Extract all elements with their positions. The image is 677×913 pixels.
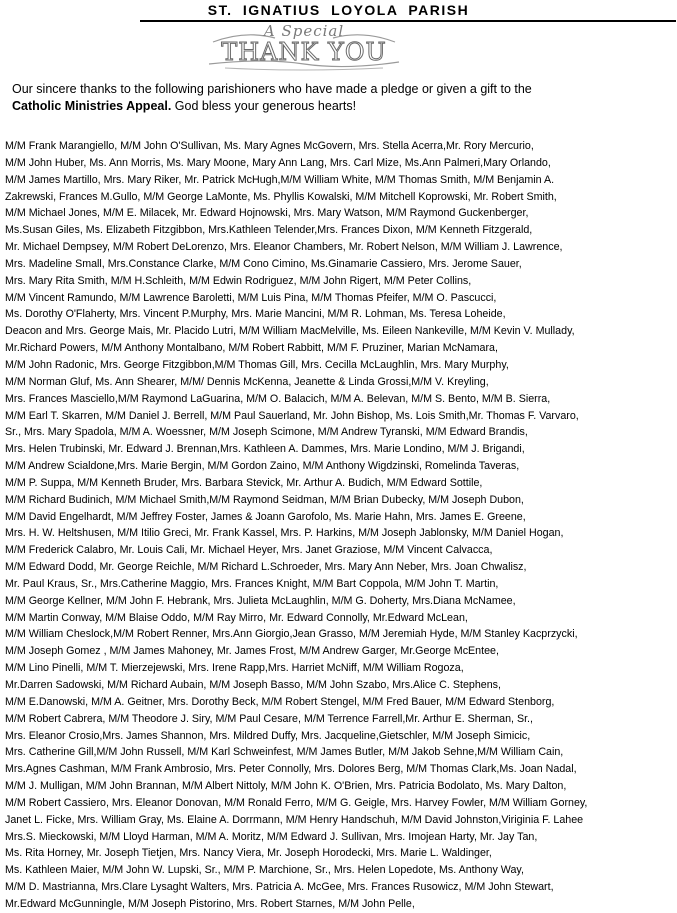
donor-line: M/M Frederick Calabro, Mr. Louis Cali, Mr. Michael Heyer, Mrs. Janet Graziose, M/M Vincent Calvacca, <box>5 544 493 557</box>
donor-line: Mrs. Eleanor Crosio,Mrs. James Shannon, Mrs. Mildred Duffy, Mrs. Jacqueline,Gietschler, M/M Joseph Simicic, <box>5 729 531 742</box>
donor-line: M/M Frank Marangiello, M/M John O'Sullivan, Ms. Mary Agnes McGovern, Mrs. Stella Acerra,Mr. Rory Mercurio, <box>5 140 534 152</box>
donor-line: Deacon and Mrs. George Mais, Mr. Placido Lutri, M/M William MacMelville, Ms. Eileen Nankeville, M/M Kevin V. Mullady, <box>5 325 575 338</box>
donor-line: Ms. Dorothy O'Flaherty, Mrs. Vincent P.Murphy, Mrs. Marie Mancini, M/M R. Lohman, Ms. Teresa Loheide, <box>5 308 506 321</box>
logo-main-text: THANK YOU <box>221 38 387 66</box>
intro-line-1: Our sincere thanks to the following parishioners who have made a pledge or given a gift to the <box>12 82 532 96</box>
donor-line: Ms. Rita Horney, Mr. Joseph Tietjen, Mrs. Nancy Viera, Mr. Joseph Horodecki, Mrs. Marie L. Waldinger, <box>5 847 492 860</box>
donor-line: Mrs.Agnes Cashman, M/M Frank Ambrosio, Mrs. Peter Connolly, Mrs. Dolores Berg, M/M Thomas Clark,Ms. Joan Nadal, <box>5 763 577 776</box>
donor-line: M/M Lino Pinelli, M/M T. Mierzejewski, Mrs. Irene Rapp,Mrs. Harriet McNiff, M/M William Rogoza, <box>5 662 464 675</box>
page-header <box>0 0 677 22</box>
donor-line: M/M J. Mulligan, M/M John Brannan, M/M Albert Nittoly, M/M John K. O'Brien, Mrs. Patricia Bodolato, Ms. Mary Dalton, <box>5 780 567 793</box>
donor-line: M/M Robert Cassiero, Mrs. Eleanor Donovan, M/M Ronald Ferro, M/M G. Geigle, Mrs. Harvey Fowler, M/M William Gorney, <box>5 796 588 809</box>
donor-line: Mrs. Catherine Gill,M/M John Russell, M/M Karl Schweinfest, M/M James Butler, M/M Jakob Sehne,M/M William Cain, <box>5 746 564 759</box>
donor-line: M/M Edward Dodd, Mr. George Reichle, M/M Richard L.Schroeder, Mrs. Mary Ann Neber, Mrs. Joan Chwalisz, <box>5 561 527 574</box>
donor-line: Mrs. Helen Trubinski, Mr. Edward J. Brennan,Mrs. Kathleen A. Dammes, Mrs. Marie Londino, M/M J. Brigandi, <box>5 443 525 456</box>
donor-line: M/M William Cheslock,M/M Robert Renner, Mrs.Ann Giorgio,Jean Grasso, M/M Jeremiah Hyde, M/M Stanley Kacprzycki, <box>5 628 578 641</box>
donor-list <box>5 138 677 913</box>
donor-line: M/M Andrew Scialdone,Mrs. Marie Bergin, M/M Gordon Zaino, M/M Anthony Wigdzinski, Romelinda Taveras, <box>5 460 520 473</box>
donor-line: M/M P. Suppa, M/M Kenneth Bruder, Mrs. Barbara Stevick, Mr. Arthur A. Budich, M/M Edward Sottile, <box>5 476 483 489</box>
logo-script-text: A Special <box>263 22 345 40</box>
donor-line: M/M David Engelhardt, M/M Jeffrey Foster, James & Joann Garofolo, Ms. Marie Hahn, Mrs. James E. Greene, <box>5 510 526 523</box>
parish-title: ST. IGNATIUS LOYOLA PARISH <box>207 2 470 18</box>
donor-line: Janet L. Ficke, Mrs. William Gray, Ms. Elaine A. Dorrmann, M/M Henry Handschuh, M/M David Johnston,Viriginia F. Lahee <box>5 813 584 826</box>
donor-line: M/M James Martillo, Mrs. Mary Riker, Mr. Patrick McHugh,M/M William White, M/M Thomas Smith, M/M Benjamin A. <box>5 173 555 186</box>
donor-line: Sr., Mrs. Mary Spadola, M/M A. Woessner, M/M Joseph Scimone, M/M Andrew Tyranski, M/M Edward Brandis, <box>5 426 528 439</box>
intro-line-2 <box>12 98 652 115</box>
donor-line: M/M Richard Budinich, M/M Michael Smith,M/M Raymond Seidman, M/M Brian Dubecky, M/M Joseph Dubon, <box>5 493 524 506</box>
thank-you-logo <box>205 22 403 72</box>
donor-line: M/M D. Mastrianna, Mrs.Clare Lysaght Walters, Mrs. Patricia A. McGee, Mrs. Frances Rusowicz, M/M John Stewart, <box>5 881 554 894</box>
donor-line: M/M George Kellner, M/M John F. Hebrank, Mrs. Julieta McLaughlin, M/M G. Doherty, Mrs.Diana McNamee, <box>5 594 516 607</box>
donor-line: M/M E.Danowski, M/M A. Geitner, Mrs. Dorothy Beck, M/M Robert Stengel, M/M Fred Bauer, M/M Edward Stenborg, <box>5 695 555 708</box>
donor-line: Ms.Susan Giles, Ms. Elizabeth Fitzgibbon, Mrs.Kathleen Telender,Mrs. Frances Dixon, M/M Kenneth Fitzgerald, <box>5 224 533 237</box>
donor-line: M/M Martin Conway, M/M Blaise Oddo, M/M Ray Mirro, Mr. Edward Connolly, Mr.Edward McLean, <box>5 611 468 624</box>
donor-line: M/M John Radonic, Mrs. George Fitzgibbon,M/M Thomas Gill, Mrs. Cecilla McLaughlin, Mrs. Mary Murphy, <box>5 358 509 371</box>
appeal-name: Catholic Ministries Appeal. <box>12 99 172 113</box>
donor-line: Mrs. Frances Masciello,M/M Raymond LaGuarina, M/M O. Balacich, M/M A. Belevan, M/M S. Bento, M/M B. Sierra, <box>5 392 551 405</box>
donor-line: Ms. Kathleen Maier, M/M John W. Lupski, Sr., M/M P. Marchione, Sr., Mrs. Helen Lopedote, Ms. Anthony Way, <box>5 864 524 877</box>
donor-line: Mr.Darren Sadowski, M/M Richard Aubain, M/M Joseph Basso, M/M John Szabo, Mrs.Alice C. Stephens, <box>5 679 501 691</box>
donor-line: M/M Norman Gluf, Ms. Ann Shearer, M/M/ Dennis McKenna, Jeanette & Linda Grossi,M/M V. Kreyling, <box>5 375 489 388</box>
donor-line: M/M Joseph Gomez , M/M James Mahoney, Mr. James Frost, M/M Andrew Garger, Mr.George McEntee, <box>5 645 499 658</box>
donor-line: Zakrewski, Frances M.Gullo, M/M George LaMonte, Ms. Phyllis Kowalski, M/M Mitchell Koprowski, Mr. Robert Smith, <box>5 190 557 203</box>
donor-line: M/M Michael Jones, M/M E. Milacek, Mr. Edward Hojnowski, Mrs. Mary Watson, M/M Raymond Guckenberger, <box>5 207 529 220</box>
donor-line: M/M Earl T. Skarren, M/M Daniel J. Berrell, M/M Paul Sauerland, Mr. John Bishop, Ms. Lois Smith,Mr. Thomas F. Varvaro, <box>5 409 579 422</box>
donor-line: M/M Robert Cabrera, M/M Theodore J. Siry, M/M Paul Cesare, M/M Terrence Farrell,Mr. Arthur E. Sherman, Sr., <box>5 712 533 725</box>
donor-line: Mrs. H. W. Heltshusen, M/M Itilio Greci, Mr. Frank Kassel, Mrs. P. Harkins, M/M Joseph Jablonsky, M/M Daniel Hogan, <box>5 527 564 540</box>
donor-line: Mr.Richard Powers, M/M Anthony Montalbano, M/M Robert Rabbitt, M/M F. Pruziner, Marian McNamara, <box>5 342 498 355</box>
intro-paragraph <box>12 81 652 115</box>
donor-line: Mrs.S. Mieckowski, M/M Lloyd Harman, M/M A. Moritz, M/M Edward J. Sullivan, Mrs. Imojean Harty, Mr. Jay Tan, <box>5 830 538 843</box>
donor-line: M/M John Huber, Ms. Ann Morris, Ms. Mary Moone, Mary Ann Lang, Mrs. Carl Mize, Ms.Ann Palmeri,Mary Orlando, <box>5 156 551 169</box>
donor-line: Mr. Paul Kraus, Sr., Mrs.Catherine Maggio, Mrs. Frances Knight, M/M Bart Coppola, M/M John T. Martin, <box>5 577 499 590</box>
intro-closing: God bless your generous hearts! <box>171 99 357 113</box>
donor-line: Mrs. Madeline Small, Mrs.Constance Clarke, M/M Cono Cimino, Ms.Ginamarie Cassiero, Mrs. Jerome Sauer, <box>5 257 522 270</box>
donor-line: Mr.Edward McGunningle, M/M Joseph Pistorino, Mrs. Robert Starnes, M/M John Pelle, <box>5 897 415 910</box>
donor-line: M/M Vincent Ramundo, M/M Lawrence Baroletti, M/M Luis Pina, M/M Thomas Pfeifer, M/M O. Pascucci, <box>5 291 497 304</box>
donor-line: Mr. Michael Dempsey, M/M Robert DeLorenzo, Mrs. Eleanor Chambers, Mr. Robert Nelson, M/M William J. Lawrence, <box>5 241 563 254</box>
donor-line: Mrs. Mary Rita Smith, M/M H.Schleith, M/M Edwin Rodriguez, M/M John Rigert, M/M Peter Collins, <box>5 274 472 287</box>
